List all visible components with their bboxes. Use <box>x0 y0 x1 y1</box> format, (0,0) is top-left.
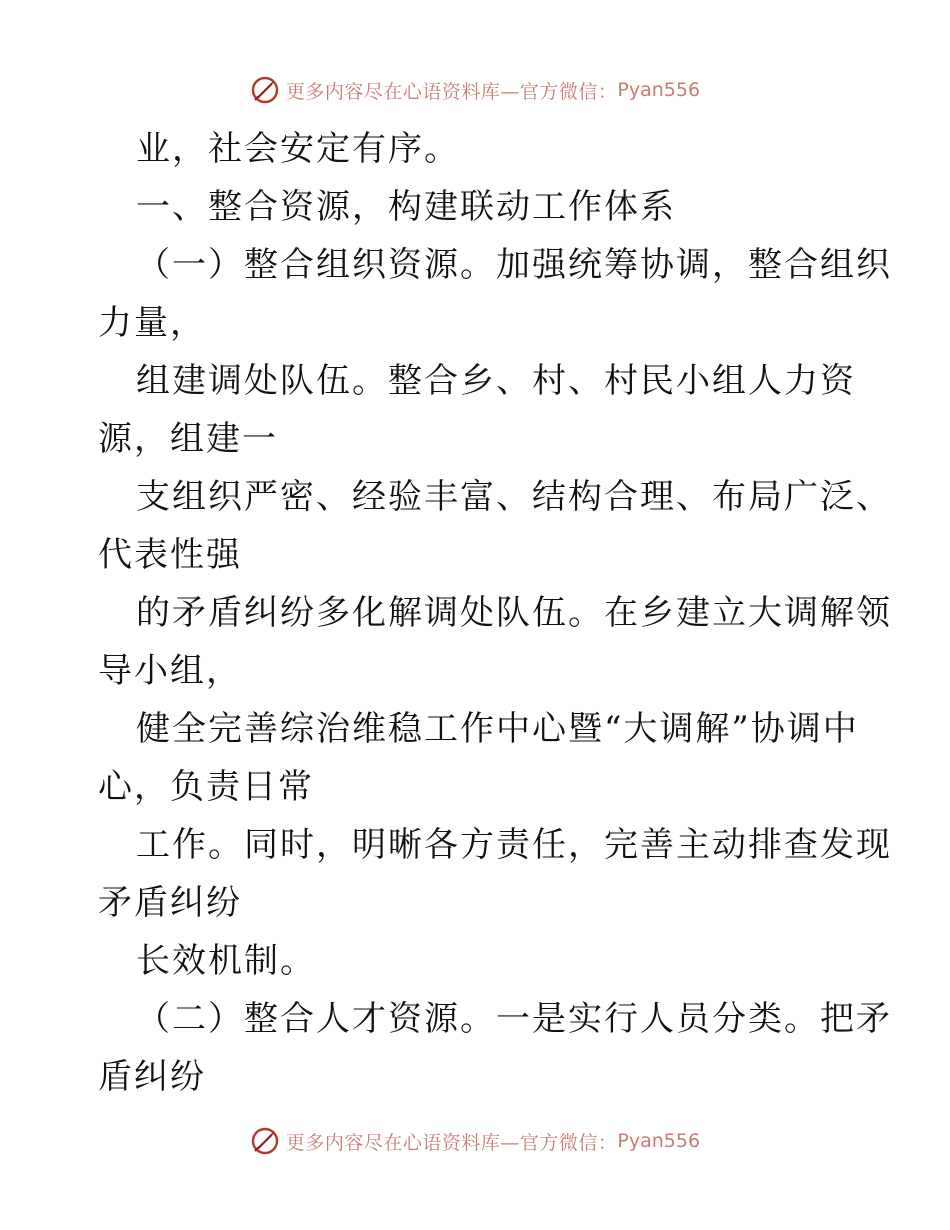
document-body <box>98 120 892 1106</box>
paragraph-line: 长效机制。 <box>136 941 316 981</box>
quill-logo-icon <box>250 1126 280 1156</box>
paragraph-line: （一）整合组织资源。加强统筹协调，整合组织 <box>136 245 892 285</box>
watermark-text: 更多内容尽在心语资料库—官方微信： <box>285 1131 618 1154</box>
watermark-wechat-id: Pyan556 <box>617 1130 701 1152</box>
paragraph-line: 导小组， <box>98 651 242 691</box>
watermark-text: 更多内容尽在心语资料库—官方微信： <box>285 80 618 103</box>
paragraph-line: 组建调处队伍。整合乡、村、村民小组人力资 <box>136 361 856 401</box>
paragraph-line: 盾纠纷 <box>98 1057 206 1097</box>
header-watermark <box>0 70 950 110</box>
paragraph-line: 一、整合资源，构建联动工作体系 <box>136 187 676 227</box>
paragraph-line: 代表性强 <box>98 535 242 575</box>
paragraph-line: 心，负责日常 <box>98 767 314 807</box>
paragraph-line: 源，组建一 <box>98 419 278 459</box>
paragraph-line: 健全完善综治维稳工作中心暨“大调解”协调中 <box>136 709 859 749</box>
watermark-wechat-id: Pyan556 <box>617 79 701 101</box>
paragraph-line: （二）整合人才资源。一是实行人员分类。把矛 <box>136 999 892 1039</box>
footer-watermark <box>0 1121 950 1161</box>
paragraph-line: 矛盾纠纷 <box>98 883 242 923</box>
paragraph-line: 的矛盾纠纷多化解调处队伍。在乡建立大调解领 <box>136 593 892 633</box>
paragraph-line: 支组织严密、经验丰富、结构合理、布局广泛、 <box>136 477 892 517</box>
paragraph-line: 工作。同时，明晰各方责任，完善主动排查发现 <box>136 825 892 865</box>
quill-logo-icon <box>250 75 280 105</box>
paragraph-line: 业，社会安定有序。 <box>136 129 460 169</box>
paragraph-line: 力量， <box>98 303 206 343</box>
